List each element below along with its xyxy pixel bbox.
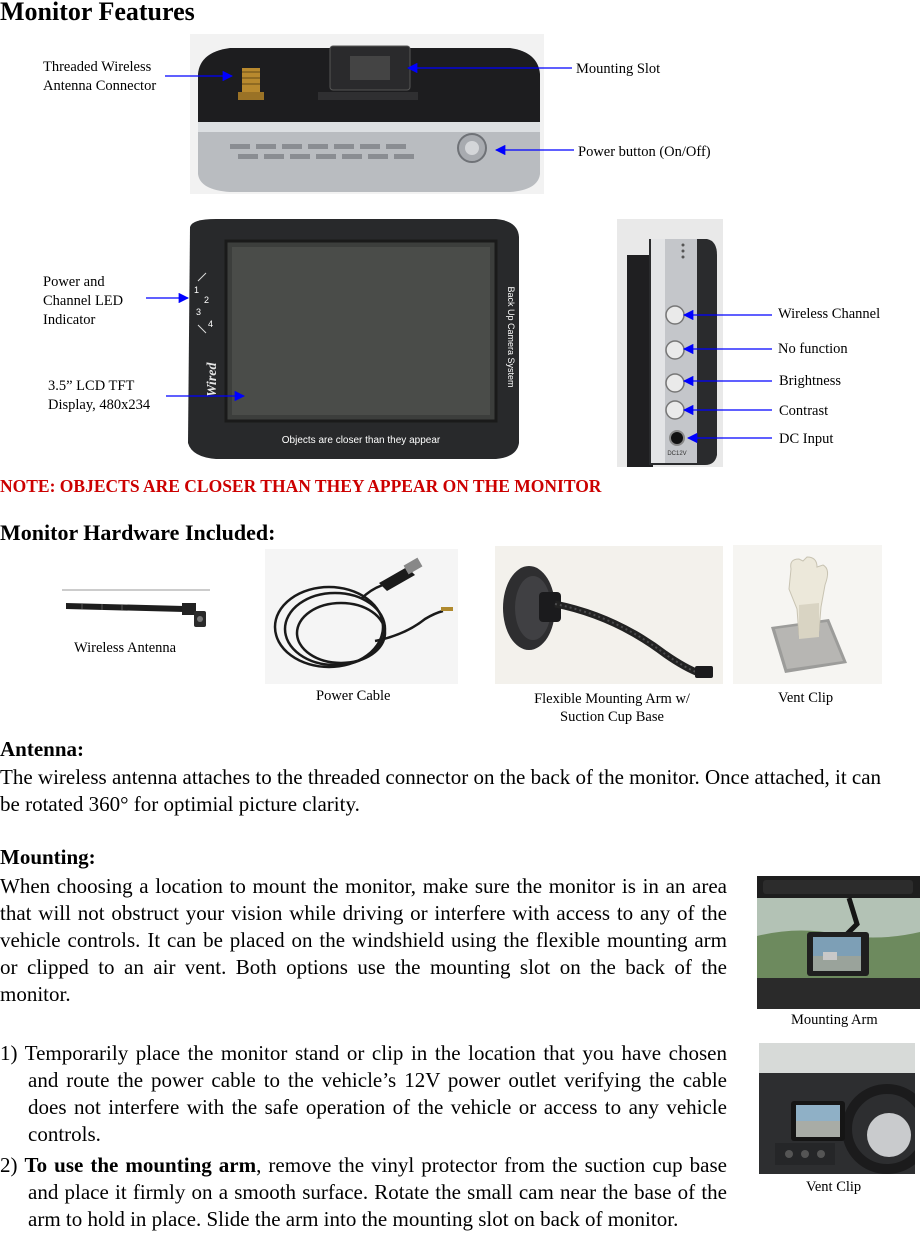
- led-number-1: 1: [194, 285, 200, 295]
- caption-wireless-antenna: Wireless Antenna: [74, 640, 177, 656]
- mounting-heading: Mounting:: [0, 845, 96, 869]
- antenna-heading: Antenna:: [0, 737, 85, 761]
- svg-text:Wired: Wired: [205, 362, 220, 397]
- label-wireless-channel: Wireless Channel: [778, 306, 881, 322]
- label-led-indicator: Power and Channel LED Indicator: [43, 274, 124, 328]
- mounting-step-1: [0, 1040, 727, 1148]
- step-2-text: , remove the vinyl protector from the suction cup base and place it firmly on a smooth surface. Rotate the small cam near the base of the arm to hold in place. Slide the arm into the mounting slot on back of monitor.: [28, 1153, 727, 1231]
- antenna-text: The wireless antenna attaches to the threaded connector on the back of the monitor. Once attached, it can be rotated 360° for optimial picture clarity.: [0, 765, 882, 816]
- caption-power-cable: Power Cable: [316, 688, 391, 704]
- mounting-arm-photo: [495, 546, 723, 684]
- label-brightness: Brightness: [779, 373, 842, 389]
- vent-clip-in-car-photo: [759, 1043, 915, 1174]
- label-mounting-slot: Mounting Slot: [576, 61, 661, 77]
- label-antenna-connector: Threaded Wireless Antenna Connector: [43, 59, 157, 94]
- screen-side-text: Back Up Camera System: [506, 286, 516, 388]
- dc-label: DC12V: [667, 451, 687, 457]
- step-2-number: 2): [0, 1153, 18, 1177]
- step-1-number: 1): [0, 1041, 18, 1065]
- label-contrast: Contrast: [779, 403, 829, 419]
- power-cable-photo: [265, 549, 458, 684]
- vent-clip-photo: [733, 545, 882, 684]
- hardware-heading: Monitor Hardware Included:: [0, 520, 276, 545]
- led-number-3: 3: [196, 307, 202, 317]
- warning-note: NOTE: OBJECTS ARE CLOSER THAN THEY APPEAR ON THE MONITOR: [0, 476, 602, 496]
- step-1-text: Temporarily place the monitor stand or clip in the location that you have chosen and route the power cable to the vehicle’s 12V power outlet verifying the cable does not interfere with the safe operation of the vehicle or access to any vehicle controls.: [24, 1041, 727, 1146]
- antenna-photo: [62, 589, 210, 631]
- mounting-step-2: [0, 1152, 727, 1233]
- mounting-arm-in-car-photo: [757, 876, 920, 1009]
- screen-bottom-text: Objects are closer than they appear: [281, 435, 441, 446]
- led-number-4: 4: [208, 319, 214, 329]
- caption-photo-vent-clip: Vent Clip: [806, 1179, 862, 1195]
- label-lcd-display: 3.5” LCD TFT Display, 480x234: [48, 378, 151, 413]
- label-no-function: No function: [778, 341, 848, 357]
- caption-vent-clip: Vent Clip: [778, 690, 834, 706]
- page-title: Monitor Features: [0, 0, 195, 26]
- caption-mounting-arm: Flexible Mounting Arm w/ Suction Cup Base: [534, 691, 690, 725]
- led-number-2: 2: [204, 295, 210, 305]
- step-2-bold: To use the mounting arm: [24, 1153, 257, 1177]
- mounting-intro: When choosing a location to mount the monitor, make sure the monitor is in an area that will not obstruct your vision while driving or interfere with access to any of the vehicle controls. It can be placed on the windshield using the flexible mounting arm or clipped to an air vent. Both options use the mounting slot on the back of the monitor.: [0, 874, 727, 1006]
- caption-photo-mounting-arm: Mounting Arm: [791, 1012, 878, 1028]
- label-dc-input: DC Input: [779, 431, 834, 447]
- label-power-button: Power button (On/Off): [578, 144, 711, 160]
